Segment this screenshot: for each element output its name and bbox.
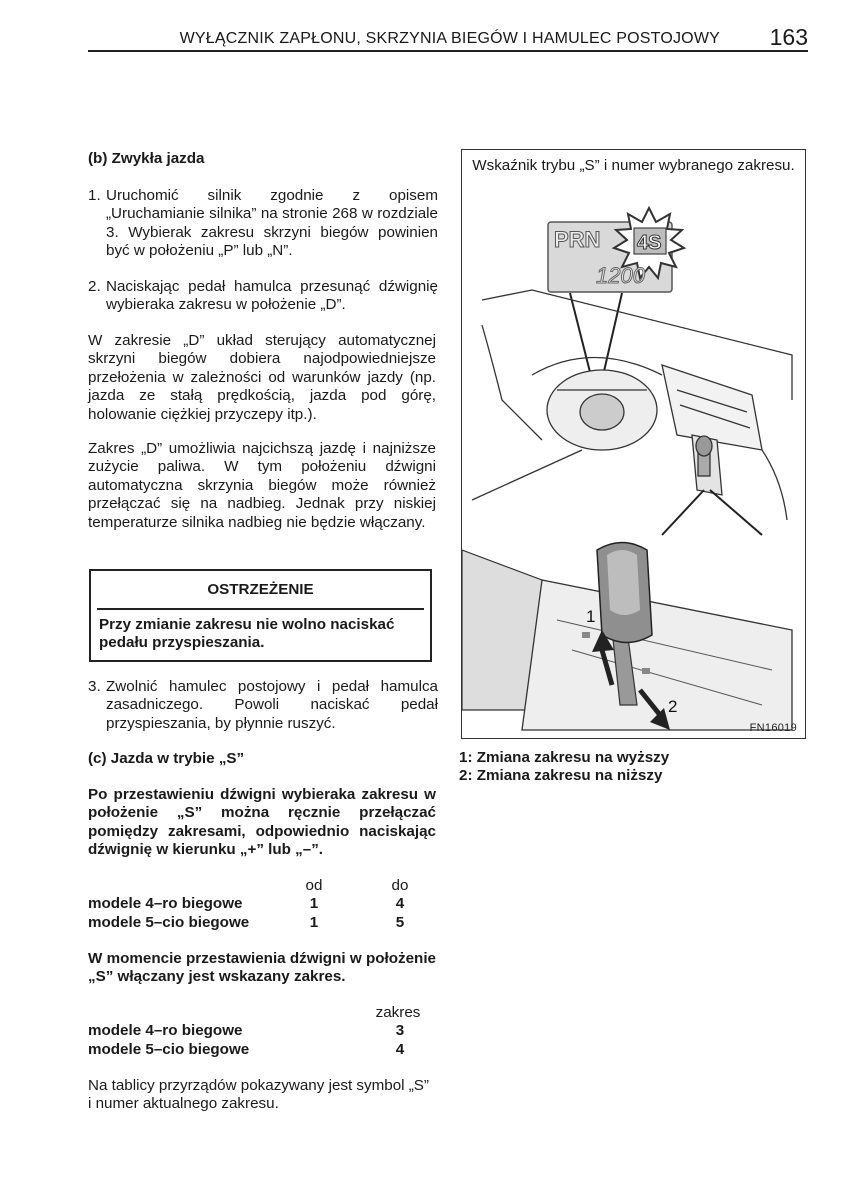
section-b-heading: (b) Zwykła jazda — [88, 150, 205, 167]
step-3-text: Zwolnić hamulec postojowy i pedał hamulca zasadniczego. Powoli naciskać pedał przyspieszania, by płynnie ruszyć. — [106, 678, 438, 732]
row-value: 4 — [395, 1040, 405, 1058]
gear-table-header — [88, 1004, 438, 1022]
warning-text: Przy zmianie zakresu nie wolno naciskać pedału przyspieszania. — [99, 616, 395, 652]
table-row — [88, 1041, 438, 1059]
paragraph-overdrive: Zakres „D” umożliwia najcichszą jazdę i najniższe zużycie paliwa. W tym położeniu dźwigni automatyczna skrzynia biegów może również przełączać się na nadbieg. Jednak przy niskiej temperaturze silnika nadbieg nie będzie włączany. — [88, 440, 436, 531]
paragraph-d-range: W zakresie „D” układ sterujący automatycznej skrzyni biegów dobiera najodpowiedniejsze przełożenia w zależności od warunków jazdy (np. jazda ze stałą prędkością, jazda pod górę, holowanie ciężkiej przyczepy itp.). — [88, 332, 436, 423]
header-rule — [88, 50, 808, 52]
gear-selector-figure — [461, 149, 806, 739]
warning-box — [89, 569, 432, 662]
step-2-text: Naciskając pedał hamulca przesunąć dźwignię wybieraka zakresu w położenie „D”. — [106, 278, 438, 314]
row-to: 4 — [395, 895, 405, 913]
col-to-label: do — [391, 877, 409, 894]
table-row — [88, 1022, 438, 1040]
warning-rule — [97, 608, 424, 610]
section-c-heading: (c) Jazda w trybie „S” — [88, 750, 245, 767]
row-to: 5 — [395, 913, 405, 931]
table-row — [88, 914, 438, 932]
dashboard-sketch — [472, 290, 792, 520]
step-1 — [88, 187, 438, 261]
section-c-intro: Po przestawieniu dźwigni wybieraka zakresu w położenie „S” można ręcznie przełączać pomiędzy zakresami, odpowiednio naciskając dźwignię w kierunku „+” lub „–”. — [88, 786, 436, 859]
chapter-title: WYŁĄCZNIK ZAPŁONU, SKRZYNIA BIEGÓW I HAMULEC POSTOJOWY — [179, 30, 720, 47]
row-label: modele 5–cio biegowe — [88, 913, 250, 931]
gear-table — [88, 1004, 438, 1059]
display-odometer: 1200 — [596, 263, 645, 288]
step-1-text: Uruchomić silnik zgodnie z opisem „Uruchamianie silnika” na stronie 268 w rozdziale 3. Wybierak zakresu skrzyni biegów powinien być w położeniu „P” lub „N”. — [106, 187, 438, 260]
row-label: modele 5–cio biegowe — [88, 1040, 250, 1058]
row-label: modele 4–ro biegowe — [88, 895, 243, 913]
row-from: 1 — [309, 895, 319, 913]
gear-selector-illustration — [462, 150, 806, 739]
display-selected-range: 4S — [637, 232, 662, 254]
step-2-number: 2. — [88, 278, 101, 295]
arrow-label-2: 2 — [668, 697, 678, 716]
paragraph-s-engaged: W momencie przestawienia dźwigni w położenie „S” włączany jest wskazany zakres. — [88, 950, 436, 986]
figure-caption: Wskaźnik trybu „S” i numer wybranego zakresu. — [472, 157, 795, 174]
final-paragraph: Na tablicy przyrządów pokazywany jest symbol „S” i numer aktualnego zakresu. — [88, 1077, 429, 1113]
step-2 — [88, 278, 438, 315]
range-table-header — [88, 877, 438, 895]
row-value: 3 — [395, 1022, 405, 1040]
row-label: modele 4–ro biegowe — [88, 1022, 243, 1040]
col-zakres-label: zakres — [375, 1004, 421, 1021]
figure-code: FN16019 — [749, 722, 797, 734]
shift-console-closeup — [462, 543, 792, 731]
step-1-number: 1. — [88, 187, 101, 204]
legend-item-1: 1: Zmiana zakresu na wyższy — [459, 749, 670, 766]
page-number: 163 — [769, 24, 808, 50]
arrow-label-1: 1 — [586, 607, 596, 626]
legend-item-2: 2: Zmiana zakresu na niższy — [459, 767, 663, 785]
row-from: 1 — [309, 913, 319, 931]
warning-title: OSTRZEŻENIE — [207, 581, 314, 598]
table-row — [88, 895, 438, 913]
shift-lever-small — [696, 436, 712, 476]
step-3 — [88, 678, 438, 733]
range-table — [88, 877, 438, 932]
figure-legend — [459, 749, 669, 786]
display-prn: PRN — [554, 227, 601, 252]
step-3-number: 3. — [88, 678, 101, 695]
col-from-label: od — [305, 877, 323, 894]
